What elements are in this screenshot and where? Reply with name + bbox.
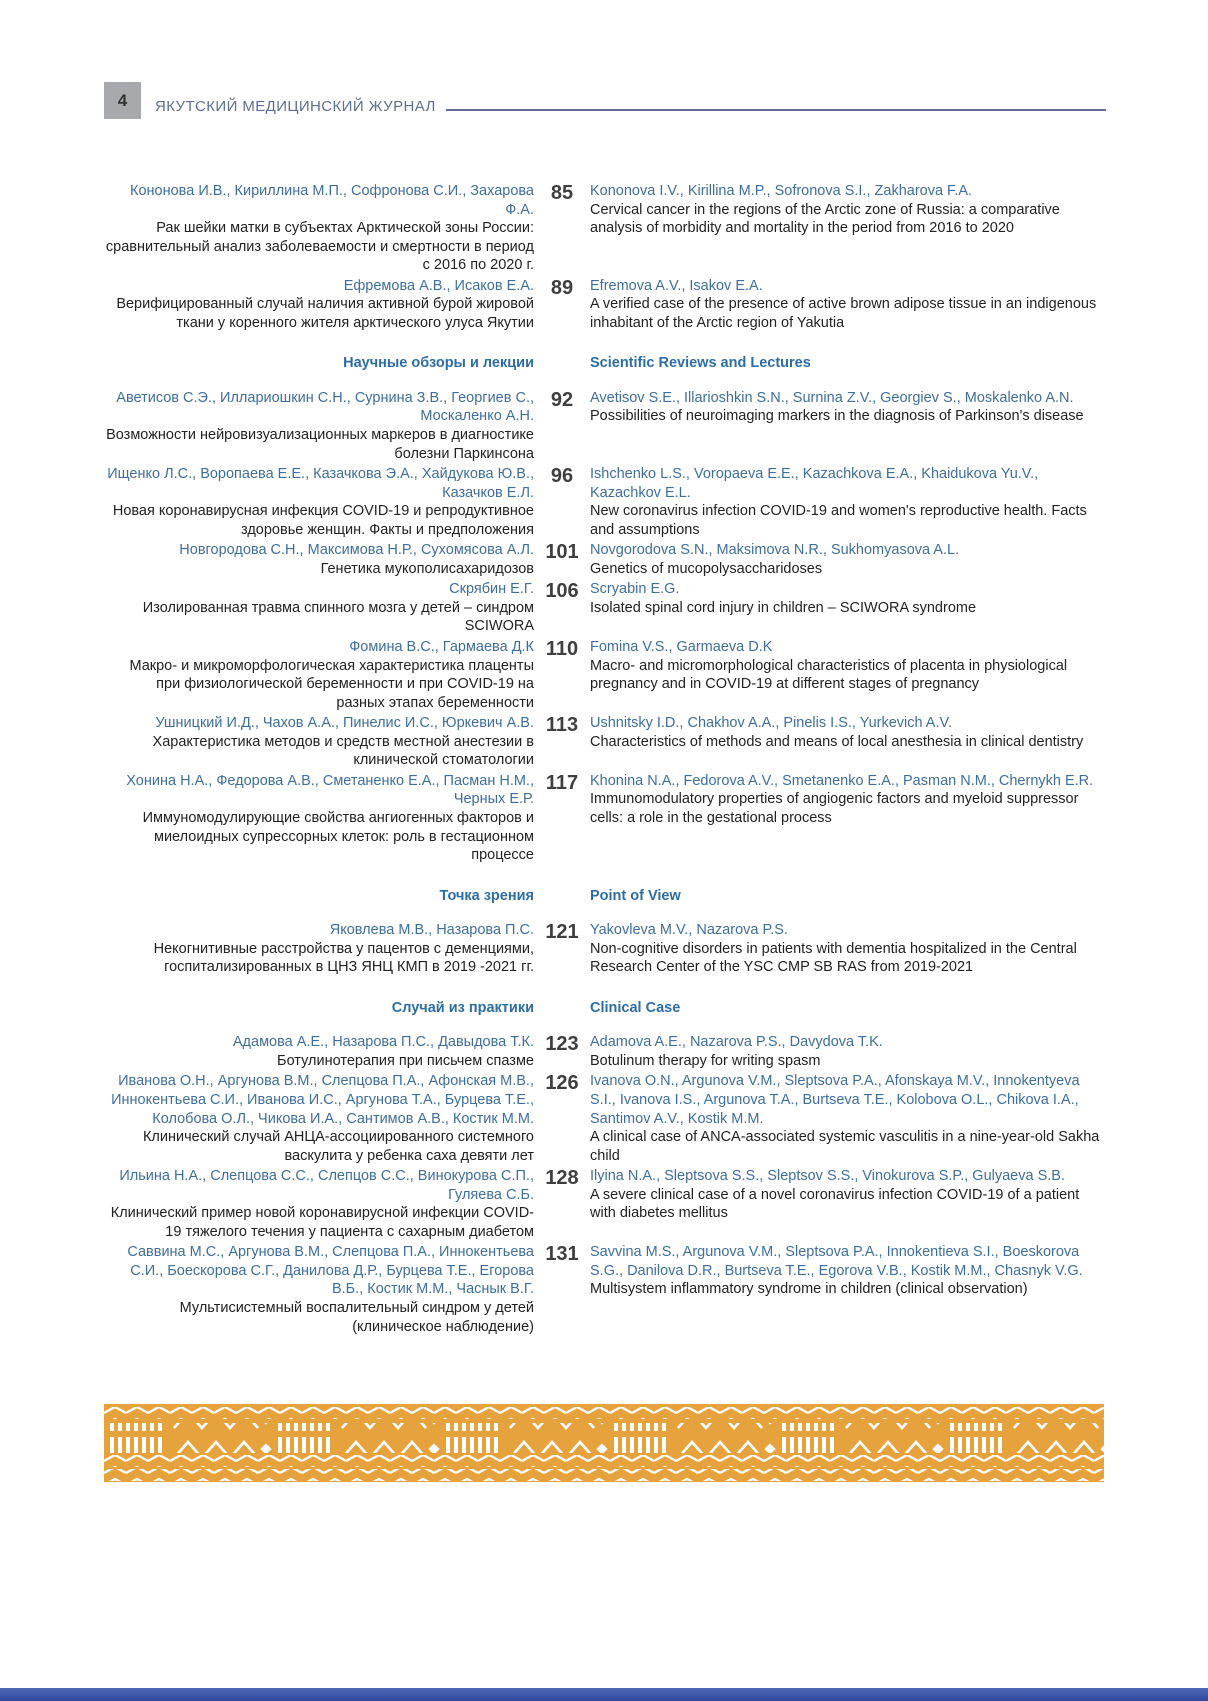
toc-entry — [104, 772, 1106, 865]
entry-en-cell — [590, 921, 1106, 977]
entry-ru-cell — [104, 714, 534, 770]
entry-en-cell — [590, 714, 1106, 770]
toc-list — [104, 182, 1106, 1338]
entry-page-number: 89 — [550, 276, 574, 299]
entry-authors-en: Adamova A.E., Nazarova P.S., Davydova T.K. — [590, 1034, 883, 1051]
entry-authors-en: Novgorodova S.N., Maksimova N.R., Sukhomyasova A.L. — [590, 542, 960, 559]
entry-en-cell — [590, 638, 1106, 712]
page-number: 4 — [117, 90, 128, 110]
entry-authors-ru: Хонина Н.А., Федорова А.В., Сметаненко Е.А., Пасман Н.М., Черных Е.Р. — [126, 772, 534, 808]
entry-authors-en: Ushnitsky I.D., Chakhov A.A., Pinelis I.S., Yurkevich A.V. — [590, 715, 952, 732]
entry-authors-en: Ishchenko L.S., Voropaeva E.E., Kazachkova E.A., Khaidukova Yu.V., Kazachkov E.L. — [590, 466, 1039, 501]
footer-bar — [0, 1688, 1208, 1701]
entry-page-number: 106 — [545, 580, 579, 603]
entry-title-en: A severe clinical case of a novel coronavirus infection COVID-19 of a patient with diabetes mellitus — [590, 1186, 1080, 1222]
entry-page-number: 85 — [550, 182, 574, 204]
entry-authors-ru: Аветисов С.Э., Иллариошкин С.Н., Сурнина З.В., Георгиев С., Москаленко А.Н. — [116, 389, 534, 425]
page-header — [104, 82, 1106, 119]
toc-entry — [104, 638, 1106, 712]
entry-en-cell — [590, 580, 1106, 636]
entry-title-en: Cervical cancer in the regions of the Arctic zone of Russia: a comparative analysis of morbidity and mortality in the period from 2016 to 2020 — [590, 201, 1060, 237]
entry-title-en: Immunomodulatory properties of angiogenic factors and myeloid suppressor cells: a role in the gestational process — [590, 791, 1079, 826]
entry-title-ru: Новая коронавирусная инфекция COVID-19 и репродуктивное здоровье женщин. Факты и предположения — [112, 503, 534, 538]
entry-en-cell — [590, 465, 1106, 539]
entry-ru-cell — [104, 1167, 534, 1241]
entry-title-ru: Мультисистемный воспалительный синдром у детей (клиническое наблюдение) — [179, 1299, 534, 1335]
toc-entry — [104, 1072, 1106, 1165]
journal-title: ЯКУТСКИЙ МЕДИЦИНСКИЙ ЖУРНАЛ — [155, 98, 436, 115]
entry-title-ru: Клинический пример новой коронавирусной инфекции COVID-19 тяжелого течения у пациента с сахарным диабетом — [110, 1205, 534, 1240]
entry-title-en: Non-cognitive disorders in patients with dementia hospitalized in the Central Research Center of the YSC CMP SB RAS from 2019-2021 — [590, 940, 1077, 976]
entry-title-ru: Макро- и микроморфологическая характеристика плаценты при физиологической беременности и при COVID-19 на разных этапах беременности — [129, 657, 534, 711]
entry-title-ru: Верифицированный случай наличия активной бурой жировой ткани у коренного жителя арктического улуса Якутии — [116, 296, 534, 331]
entry-authors-ru: Скрябин Е.Г. — [449, 581, 534, 598]
entry-page-number: 92 — [550, 388, 574, 411]
entry-authors-ru: Фомина В.С., Гармаева Д.К — [349, 639, 534, 656]
section-page-spacer — [539, 887, 585, 906]
entry-title-en: A verified case of the presence of active brown adipose tissue in an indigenous inhabitant of the Arctic region of Yakutia — [590, 296, 1097, 331]
entry-en-cell — [590, 1033, 1106, 1070]
entry-authors-en: Savvina M.S., Argunova V.M., Sleptsova P.A., Innokentieva S.I., Boeskorova S.G., Danilova D.R., Burtseva T.E., Egorova V.B., Kostik M.M., Chasnyk V.G. — [590, 1244, 1083, 1279]
section-heading-en: Point of View — [590, 887, 681, 904]
entry-title-en: Isolated spinal cord injury in children – SCIWORA syndrome — [590, 599, 977, 616]
entry-title-en: Botulinum therapy for writing spasm — [590, 1052, 821, 1069]
entry-ru-cell — [104, 1072, 534, 1165]
entry-authors-ru: Кононова И.В., Кириллина М.П., Софронова С.И., Захарова Ф.А. — [130, 183, 534, 218]
entry-title-en: A clinical case of ANCA-associated systemic vasculitis in a nine-year-old Sakha child — [590, 1129, 1100, 1164]
section-heading-en: Clinical Case — [590, 999, 681, 1016]
entry-page-number: 113 — [545, 714, 579, 737]
entry-authors-ru: Яковлева М.В., Назарова П.С. — [329, 922, 534, 939]
entry-page-number: 126 — [545, 1072, 579, 1095]
entry-authors-en: Yakovleva M.V., Nazarova P.S. — [590, 922, 789, 939]
toc-entry — [104, 921, 1106, 977]
entry-title-ru: Генетика мукополисахаридозов — [320, 560, 534, 577]
entry-ru-cell — [104, 541, 534, 578]
toc-entry — [104, 580, 1106, 636]
entry-en-cell — [590, 1243, 1106, 1336]
entry-page-number: 123 — [545, 1033, 579, 1056]
entry-authors-en: Ilyina N.A., Sleptsova S.S., Sleptsov S.S., Vinokurova S.P., Gulyaeva S.B. — [590, 1168, 1065, 1185]
entry-en-cell — [590, 1072, 1106, 1165]
entry-authors-ru: Новгородова С.Н., Максимова Н.Р., Сухомясова А.Л. — [179, 542, 534, 559]
toc-section-heading — [104, 887, 1106, 906]
entry-en-cell — [590, 182, 1106, 275]
entry-authors-ru: Ушницкий И.Д., Чахов А.А., Пинелис И.С., Юркевич А.В. — [155, 715, 534, 732]
entry-authors-en: Khonina N.A., Fedorova A.V., Smetanenko E.A., Pasman N.M., Chernykh E.R. — [590, 772, 1094, 789]
toc-entry — [104, 1167, 1106, 1241]
entry-ru-cell — [104, 277, 534, 333]
entry-title-en: Multisystem inflammatory syndrome in children (clinical observation) — [590, 1281, 1028, 1298]
entry-authors-ru: Ильина Н.А., Слепцова С.С., Слепцов С.С., Винокурова С.П., Гуляева С.Б. — [119, 1168, 534, 1203]
ornament-band — [104, 1404, 1104, 1482]
entry-ru-cell — [104, 921, 534, 977]
entry-en-cell — [590, 1167, 1106, 1241]
toc-entry — [104, 465, 1106, 539]
section-heading-ru: Точка зрения — [439, 887, 534, 904]
toc-entry — [104, 541, 1106, 578]
entry-en-cell — [590, 277, 1106, 333]
entry-page-number: 96 — [550, 465, 574, 488]
entry-title-ru: Изолированная травма спинного мозга у детей – синдром SCIWORA — [142, 599, 534, 635]
ornament-pattern — [104, 1404, 1104, 1482]
entry-authors-ru: Адамова А.Е., Назарова П.С., Давыдова Т.К. — [232, 1034, 534, 1051]
section-heading-en: Scientific Reviews and Lectures — [590, 355, 811, 372]
entry-en-cell — [590, 389, 1106, 463]
entry-authors-en: Scryabin E.G. — [590, 581, 680, 598]
header-rule — [446, 109, 1106, 111]
entry-authors-en: Efremova A.V., Isakov E.A. — [590, 277, 763, 294]
entry-title-en: Genetics of mucopolysaccharidoses — [590, 560, 823, 577]
entry-title-ru: Рак шейки матки в субъектах Арктической зоны России: сравнительный анализ заболеваемости и смертности в период с 2016 по 2020 г. — [105, 220, 534, 274]
entry-title-ru: Ботулинотерапия при письчем спазме — [277, 1052, 534, 1069]
entry-ru-cell — [104, 182, 534, 275]
entry-title-ru: Характеристика методов и средств местной анестезии в клинической стоматологии — [152, 733, 534, 769]
toc-entry — [104, 277, 1106, 333]
entry-ru-cell — [104, 638, 534, 712]
entry-page-number: 128 — [545, 1167, 579, 1190]
entry-title-en: Characteristics of methods and means of local anesthesia in clinical dentistry — [590, 733, 1084, 750]
entry-title-en: New coronavirus infection COVID-19 and women's reproductive health. Facts and assumptions — [590, 503, 1087, 538]
entry-ru-cell — [104, 1243, 534, 1336]
entry-page-number: 131 — [545, 1243, 579, 1266]
entry-authors-ru: Ефремова А.В., Исаков Е.А. — [343, 277, 534, 294]
toc-entry — [104, 1243, 1106, 1336]
entry-title-ru: Иммуномодулирующие свойства ангиогенных факторов и миелоидных супрессорных клеток: роль в гестационном процессе — [142, 809, 534, 864]
entry-title-ru: Некогнитивные расстройства у пацентов с деменциями, госпитализированных в ЦНЗ ЯНЦ КМП в 2019 -2021 гг. — [153, 940, 534, 976]
entry-page-number: 117 — [545, 771, 579, 794]
entry-title-ru: Клинический случай АНЦА-ассоциированного системного васкулита у ребенка саха девяти лет — [142, 1129, 534, 1164]
section-heading-ru: Научные обзоры и лекции — [343, 355, 534, 372]
toc-entry — [104, 182, 1106, 275]
entry-title-en: Macro- and micromorphological characteristics of placenta in physiological pregnancy and in COVID-19 at different stages of pregnancy — [590, 657, 1068, 693]
entry-en-cell — [590, 541, 1106, 578]
entry-authors-en: Ivanova O.N., Argunova V.M., Sleptsova P.A., Afonskaya M.V., Innokentyeva S.I., Ivanova I.S., Argunova T.A., Burtseva T.E., Kolobova O.L., Chikova I.A., Santimov A.V., Kostik M.M. — [590, 1073, 1080, 1127]
entry-ru-cell — [104, 389, 534, 463]
section-page-spacer — [539, 999, 585, 1018]
toc-entry — [104, 389, 1106, 463]
entry-authors-en: Kononova I.V., Kirillina M.P., Sofronova S.I., Zakharova F.A. — [590, 183, 973, 199]
entry-title-ru: Возможности нейровизуализационных маркеров в диагностике болезни Паркинсона — [106, 427, 534, 462]
toc-entry — [104, 714, 1106, 770]
entry-title-en: Possibilities of neuroimaging markers in the diagnosis of Parkinson's disease — [590, 408, 1084, 425]
toc-section-heading — [104, 354, 1106, 373]
entry-en-cell — [590, 772, 1106, 865]
entry-authors-ru: Ищенко Л.С., Воропаева Е.Е., Казачкова Э.А., Хайдукова Ю.В., Казачков Е.Л. — [107, 466, 534, 501]
entry-page-number: 110 — [545, 638, 579, 661]
section-page-spacer — [539, 354, 585, 373]
entry-authors-en: Fomina V.S., Garmaeva D.K — [590, 639, 773, 656]
toc-entry — [104, 1033, 1106, 1070]
entry-authors-en: Avetisov S.E., Illarioshkin S.N., Surnina Z.V., Georgiev S., Moskalenko A.N. — [590, 389, 1074, 406]
entry-ru-cell — [104, 580, 534, 636]
entry-ru-cell — [104, 1033, 534, 1070]
entry-authors-ru: Саввина М.С., Аргунова В.М., Слепцова П.А., Иннокентьева С.И., Боескорова С.Г., Данилова Д.Р., Бурцева Т.Е., Егорова В.Б., Костик М.М., Часнык В.Г. — [127, 1244, 534, 1298]
entry-page-number: 121 — [545, 921, 579, 944]
section-heading-ru: Случай из практики — [391, 999, 534, 1016]
entry-page-number: 101 — [545, 541, 579, 564]
toc-section-heading — [104, 999, 1106, 1018]
entry-authors-ru: Иванова О.Н., Аргунова В.М., Слепцова П.А., Афонская М.В., Иннокентьева С.И., Иванова И.С., Аргунова Т.А., Бурцева Т.Е., Колобова О.Л., Чикова И.А., Сантимов А.В., Костик М.М. — [111, 1073, 534, 1127]
entry-ru-cell — [104, 772, 534, 865]
entry-ru-cell — [104, 465, 534, 539]
page-number-box — [104, 82, 141, 119]
